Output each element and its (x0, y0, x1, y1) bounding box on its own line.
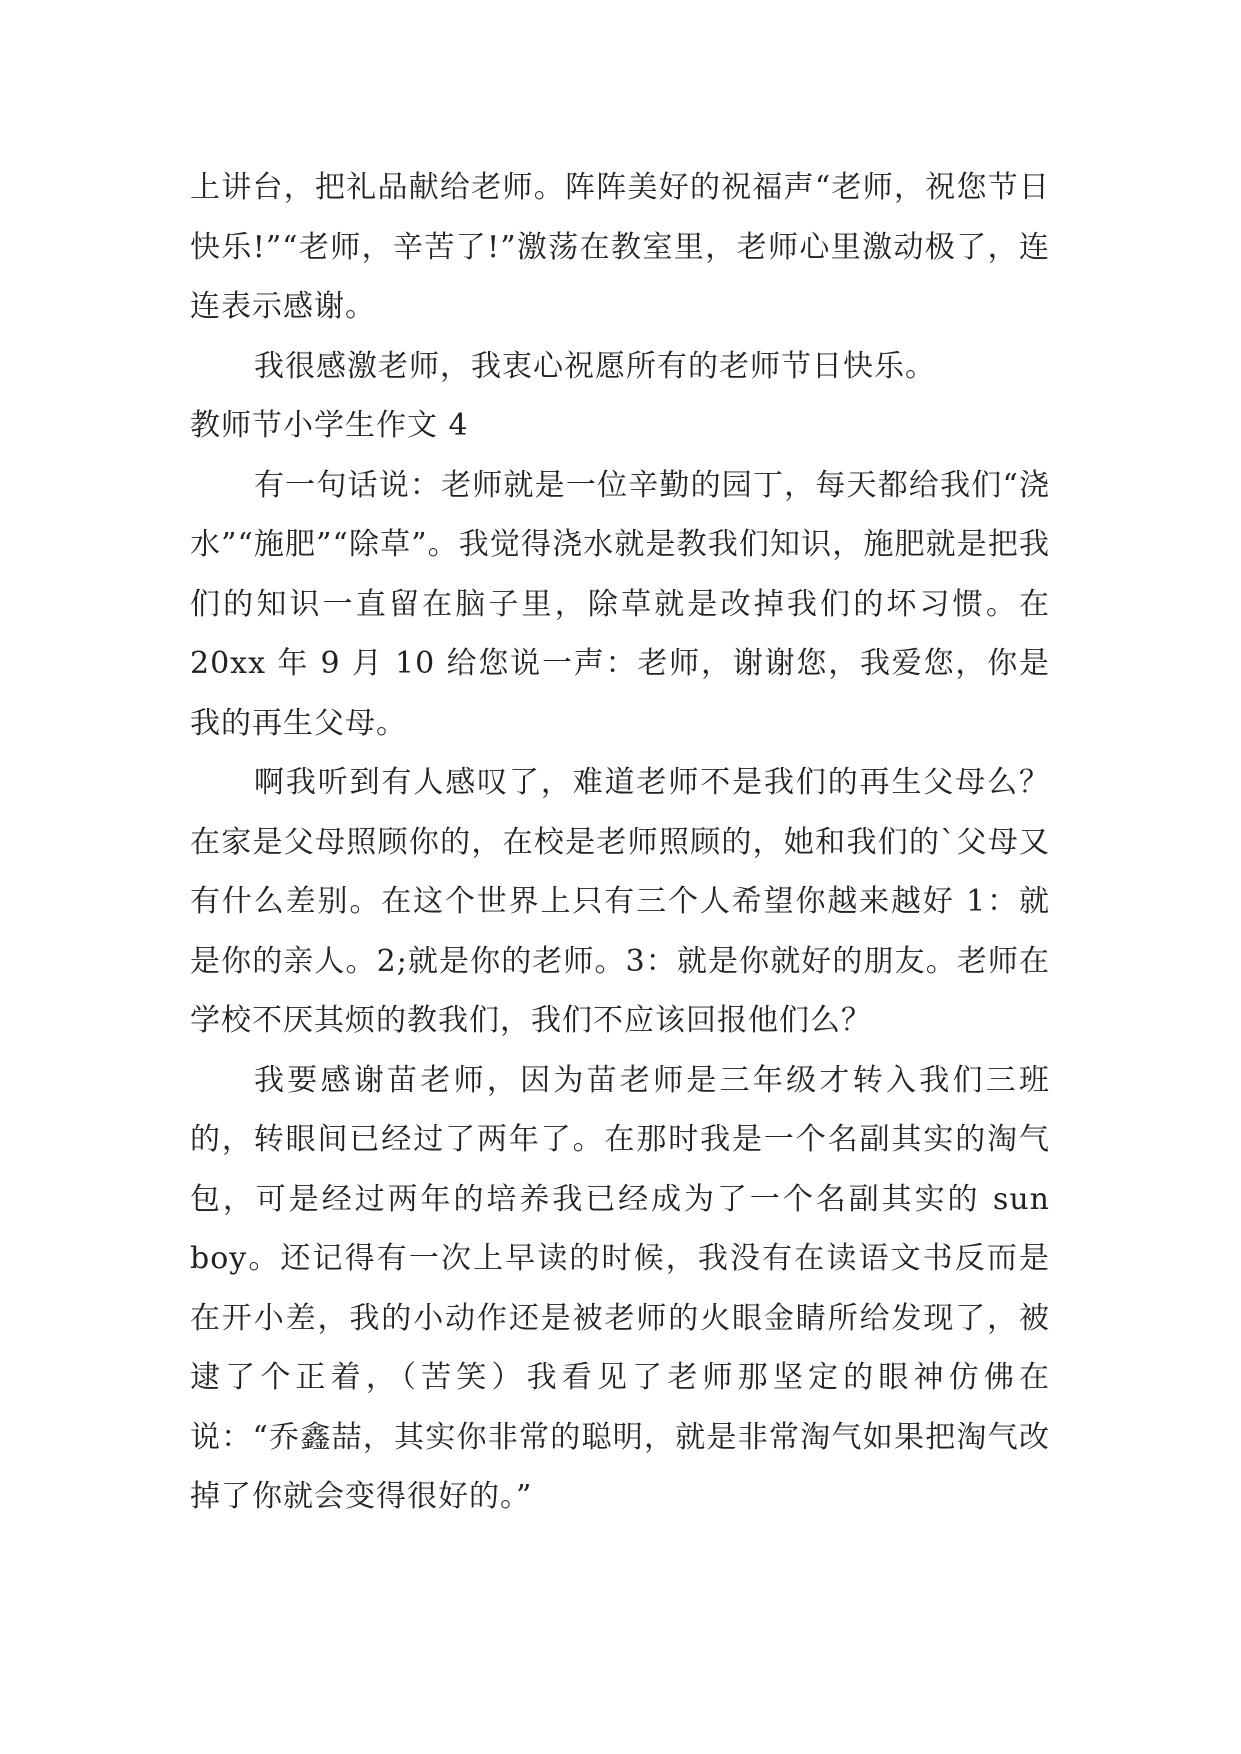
paragraph-4: 啊我听到有人感叹了，难道老师不是我们的再生父母么？在家是父母照顾你的，在校是老师照顾的，她和我们的`父母又有什么差别。在这个世界上只有三个人希望你越来越好 1：就是你的亲人。2;就是你的老师。3：就是你就好的朋友。老师在学校不厌其烦的教我们，我们不应该回报他们么？ (190, 765, 1050, 1038)
paragraph-5: 我要感谢苗老师，因为苗老师是三年级才转入我们三班的，转眼间已经过了两年了。在那时我是一个名副其实的淘气包，可是经过两年的培养我已经成为了一个名副其实的 sun boy。还记得有一次上早读的时候，我没有在读语文书反而是在开小差，我的小动作还是被老师的火眼金睛所给发现了，被逮了个正着，（苦笑）我看见了老师那坚定的眼神仿佛在说：“乔鑫喆，其实你非常的聪明，就是非常淘气如果把淘气改掉了你就会变得很好的。” (190, 1062, 1050, 1514)
document-page (190, 158, 1050, 1527)
paragraph-2: 我很感激老师，我衷心祝愿所有的老师节日快乐。 (254, 348, 936, 384)
paragraph-3: 有一句话说：老师就是一位辛勤的园丁，每天都给我们“浇水”“施肥”“除草”。我觉得浇水就是教我们知识，施肥就是把我们的知识一直留在脑子里，除草就是改掉我们的坏习惯。在 20xx 年 9 月 10 给您说一声：老师，谢谢您，我爱您，你是我的再生父母。 (190, 467, 1050, 741)
paragraph-1: 上讲台，把礼品献给老师。阵阵美好的祝福声“老师，祝您节日快乐!”“老师，辛苦了!”激荡在教室里，老师心里激动极了，连连表示感谢。 (190, 170, 1050, 324)
section-heading: 教师节小学生作文 4 (190, 408, 469, 443)
